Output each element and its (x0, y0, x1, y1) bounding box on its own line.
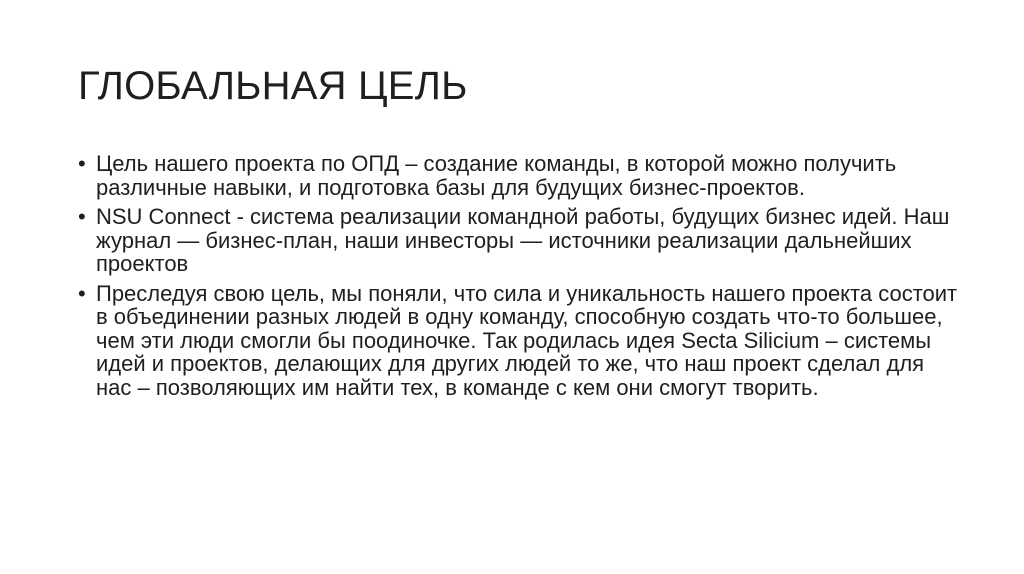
bullet-dot-icon: • (78, 151, 86, 176)
bullet-item-nsu-connect (78, 205, 958, 276)
bullet-text: Преследуя свою цель, мы поняли, что сила и уникальность нашего проекта состоит в объединении разных людей в одну команду, способную создать что-то большее, чем эти люди смогли бы поодиночке. Так родилась идея Secta Silicium – системы идей и проектов, делающих для других людей то же, что наш проект сделал для нас – позволяющих им найти тех, в команде с кем они смогут творить. (96, 280, 958, 400)
bullet-list (78, 152, 958, 405)
bullet-dot-icon: • (78, 280, 86, 306)
bullet-dot-icon: • (78, 204, 86, 229)
bullet-item-secta-silicium (78, 282, 958, 400)
bullet-text: Цель нашего проекта по ОПД – создание команды, в которой можно получить различные навыки, и подготовка базы для будущих бизнес-проектов. (96, 151, 897, 200)
bullet-text: NSU Connect - система реализации командной работы, будущих бизнес идей. Наш журнал — бизнес-план, наши инвесторы — источники реализации дальнейших проектов (96, 204, 950, 276)
bullet-item-goal (78, 152, 958, 199)
slide-title: ГЛОБАЛЬНАЯ ЦЕЛЬ (78, 64, 468, 108)
